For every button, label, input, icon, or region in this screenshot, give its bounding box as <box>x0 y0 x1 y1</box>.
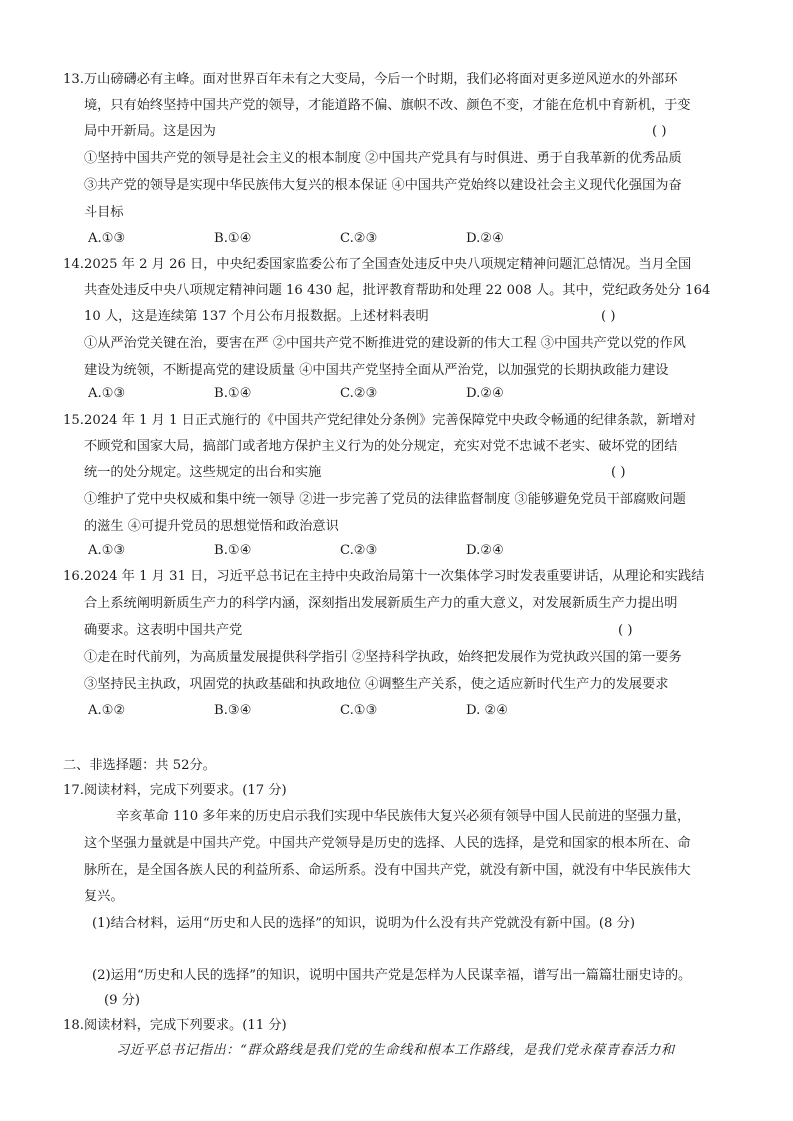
q15-option-b: B.①④ <box>214 543 252 558</box>
q14-option-d: D.②④ <box>466 386 504 401</box>
q14-option-b: B.①④ <box>214 386 252 401</box>
q13-statement-line-2: ③共产党的领导是实现中华民族伟大复兴的根本保证 ④中国共产党始终以建设社会主义现代化强国为奋 <box>84 178 682 193</box>
q14-statement-line-2: 建设为统领，不断提高党的建设质量 ④中国共产党坚持全面从严治党，以加强党的长期执政能力建设 <box>84 363 669 378</box>
q16-stem-line-2: 合上系统阐明新质生产力的科学内涵，深刻指出发展新质生产力的重大意义，对发展新质生产力提出明 <box>84 596 678 611</box>
q17-sub-question-1: (1)结合材料，运用“历史和人民的选择”的知识，说明为什么没有共产党就没有新中国。(8 分) <box>92 916 635 931</box>
q15-option-a: A.①③ <box>88 543 126 558</box>
q17-material-line-4: 复兴。 <box>84 889 124 904</box>
q13-stem-line-1: 13.万山磅礴必有主峰。面对世界百年未有之大变局，今后一个时期，我们必将面对更多逆风逆水的外部环 <box>63 72 678 87</box>
q14-answer-bracket: ( ) <box>601 309 616 324</box>
q13-stem-line-2: 境，只有始终坚持中国共产党的领导，才能道路不偏、旗帜不改、颜色不变，才能在危机中育新机，于变 <box>84 98 691 113</box>
q14-option-c: C.②③ <box>340 386 378 401</box>
q17-sub-question-2-line-1: (2)运用“历史和人民的选择”的知识，说明中国共产党是怎样为人民谋幸福，谱写出一篇篇壮丽史诗的。 <box>92 968 692 983</box>
q13-option-a: A.①③ <box>88 231 126 246</box>
q13-answer-bracket: ( ) <box>652 124 667 139</box>
q15-statement-line-1: ①维护了党中央权威和集中统一领导 ②进一步完善了党员的法律监督制度 ③能够避免党员干部腐败问题 <box>84 492 686 507</box>
q15-option-c: C.②③ <box>340 543 378 558</box>
q14-option-a: A.①③ <box>88 386 126 401</box>
q13-stem-line-3: 局中开新局。这是因为 <box>84 124 216 139</box>
q16-statement-line-2: ③坚持民主执政，巩固党的执政基础和执政地位 ④调整生产关系，使之适应新时代生产力的发展要求 <box>84 677 669 692</box>
q17-material-line-3: 脉所在，是全国各族人民的利益所系、命运所系。没有中国共产党，就没有新中国，就没有中华民族伟大 <box>84 863 691 878</box>
q14-stem-line-1: 14.2025 年 2 月 26 日，中央纪委国家监委公布了全国查处违反中央八项规定精神问题汇总情况。当月全国 <box>63 257 692 272</box>
q14-statement-line-1: ①从严治党关键在治，要害在严 ②中国共产党不断推进党的建设新的伟大工程 ③中国共产党以党的作风 <box>84 336 686 351</box>
q17-sub-question-2-line-2: (9 分) <box>104 993 141 1008</box>
q18-material-line-1: 习近平总书记指出：“群众路线是我们党的生命线和根本工作路线，是我们党永葆青春活力和 <box>116 1043 675 1058</box>
q17-material-line-1: 辛亥革命 110 多年来的历史启示我们实现中华民族伟大复兴必须有领导中国人民前进的坚强力量， <box>116 809 691 824</box>
q16-statement-line-1: ①走在时代前列，为高质量发展提供科学指引 ②坚持科学执政，始终把发展作为党执政兴国的第一要务 <box>84 650 682 665</box>
q14-stem-line-2: 共查处违反中央八项规定精神问题 16 430 起，批评教育帮助和处理 22 008 人。其中，党纪政务处分 164 <box>84 283 711 298</box>
q15-statement-line-2: 的滋生 ④可提升党员的思想觉悟和政治意识 <box>84 519 339 534</box>
q16-option-a: A.①② <box>88 703 126 718</box>
q13-statement-line-3: 斗目标 <box>84 205 124 220</box>
section-2-heading: 二、非选择题：共 52分。 <box>63 758 216 773</box>
q15-stem-line-3: 统一的处分规定。这些规定的出台和实施 <box>84 465 322 480</box>
q16-answer-bracket: ( ) <box>618 623 633 638</box>
q17-intro: 17.阅读材料，完成下列要求。(17 分) <box>63 783 287 798</box>
q13-option-d: D.②④ <box>466 231 504 246</box>
q16-option-c: C.①③ <box>340 703 378 718</box>
q16-option-d: D. ②④ <box>466 703 509 718</box>
q15-option-d: D.②④ <box>466 543 504 558</box>
q13-option-c: C.②③ <box>340 231 378 246</box>
q17-material-line-2: 这个坚强力量就是中国共产党。中国共产党领导是历史的选择、人民的选择，是党和国家的根本所在、命 <box>84 836 691 851</box>
q16-stem-line-3: 确要求。这表明中国共产党 <box>84 623 243 638</box>
q15-stem-line-1: 15.2024 年 1 月 1 日正式施行的《中国共产党纪律处分条例》完善保障党中央政令畅通的纪律条款，新增对 <box>63 413 696 428</box>
q14-stem-line-3: 10 人，这是连续第 137 个月公布月报数据。上述材料表明 <box>84 309 429 324</box>
q16-stem-line-1: 16.2024 年 1 月 31 日，习近平总书记在主持中央政治局第十一次集体学习时发表重要讲话，从理论和实践结 <box>63 569 705 584</box>
q18-intro: 18.阅读材料，完成下列要求。(11 分) <box>63 1018 287 1033</box>
q15-stem-line-2: 不顾党和国家大局，搞部门或者地方保护主义行为的处分规定，充实对党不忠诚不老实、破坏党的团结 <box>84 439 678 454</box>
q15-answer-bracket: ( ) <box>611 465 626 480</box>
q13-option-b: B.①④ <box>214 231 252 246</box>
q13-statement-line-1: ①坚持中国共产党的领导是社会主义的根本制度 ②中国共产党具有与时俱进、勇于自我革新的优秀品质 <box>84 151 682 166</box>
q16-option-b: B.③④ <box>214 703 252 718</box>
